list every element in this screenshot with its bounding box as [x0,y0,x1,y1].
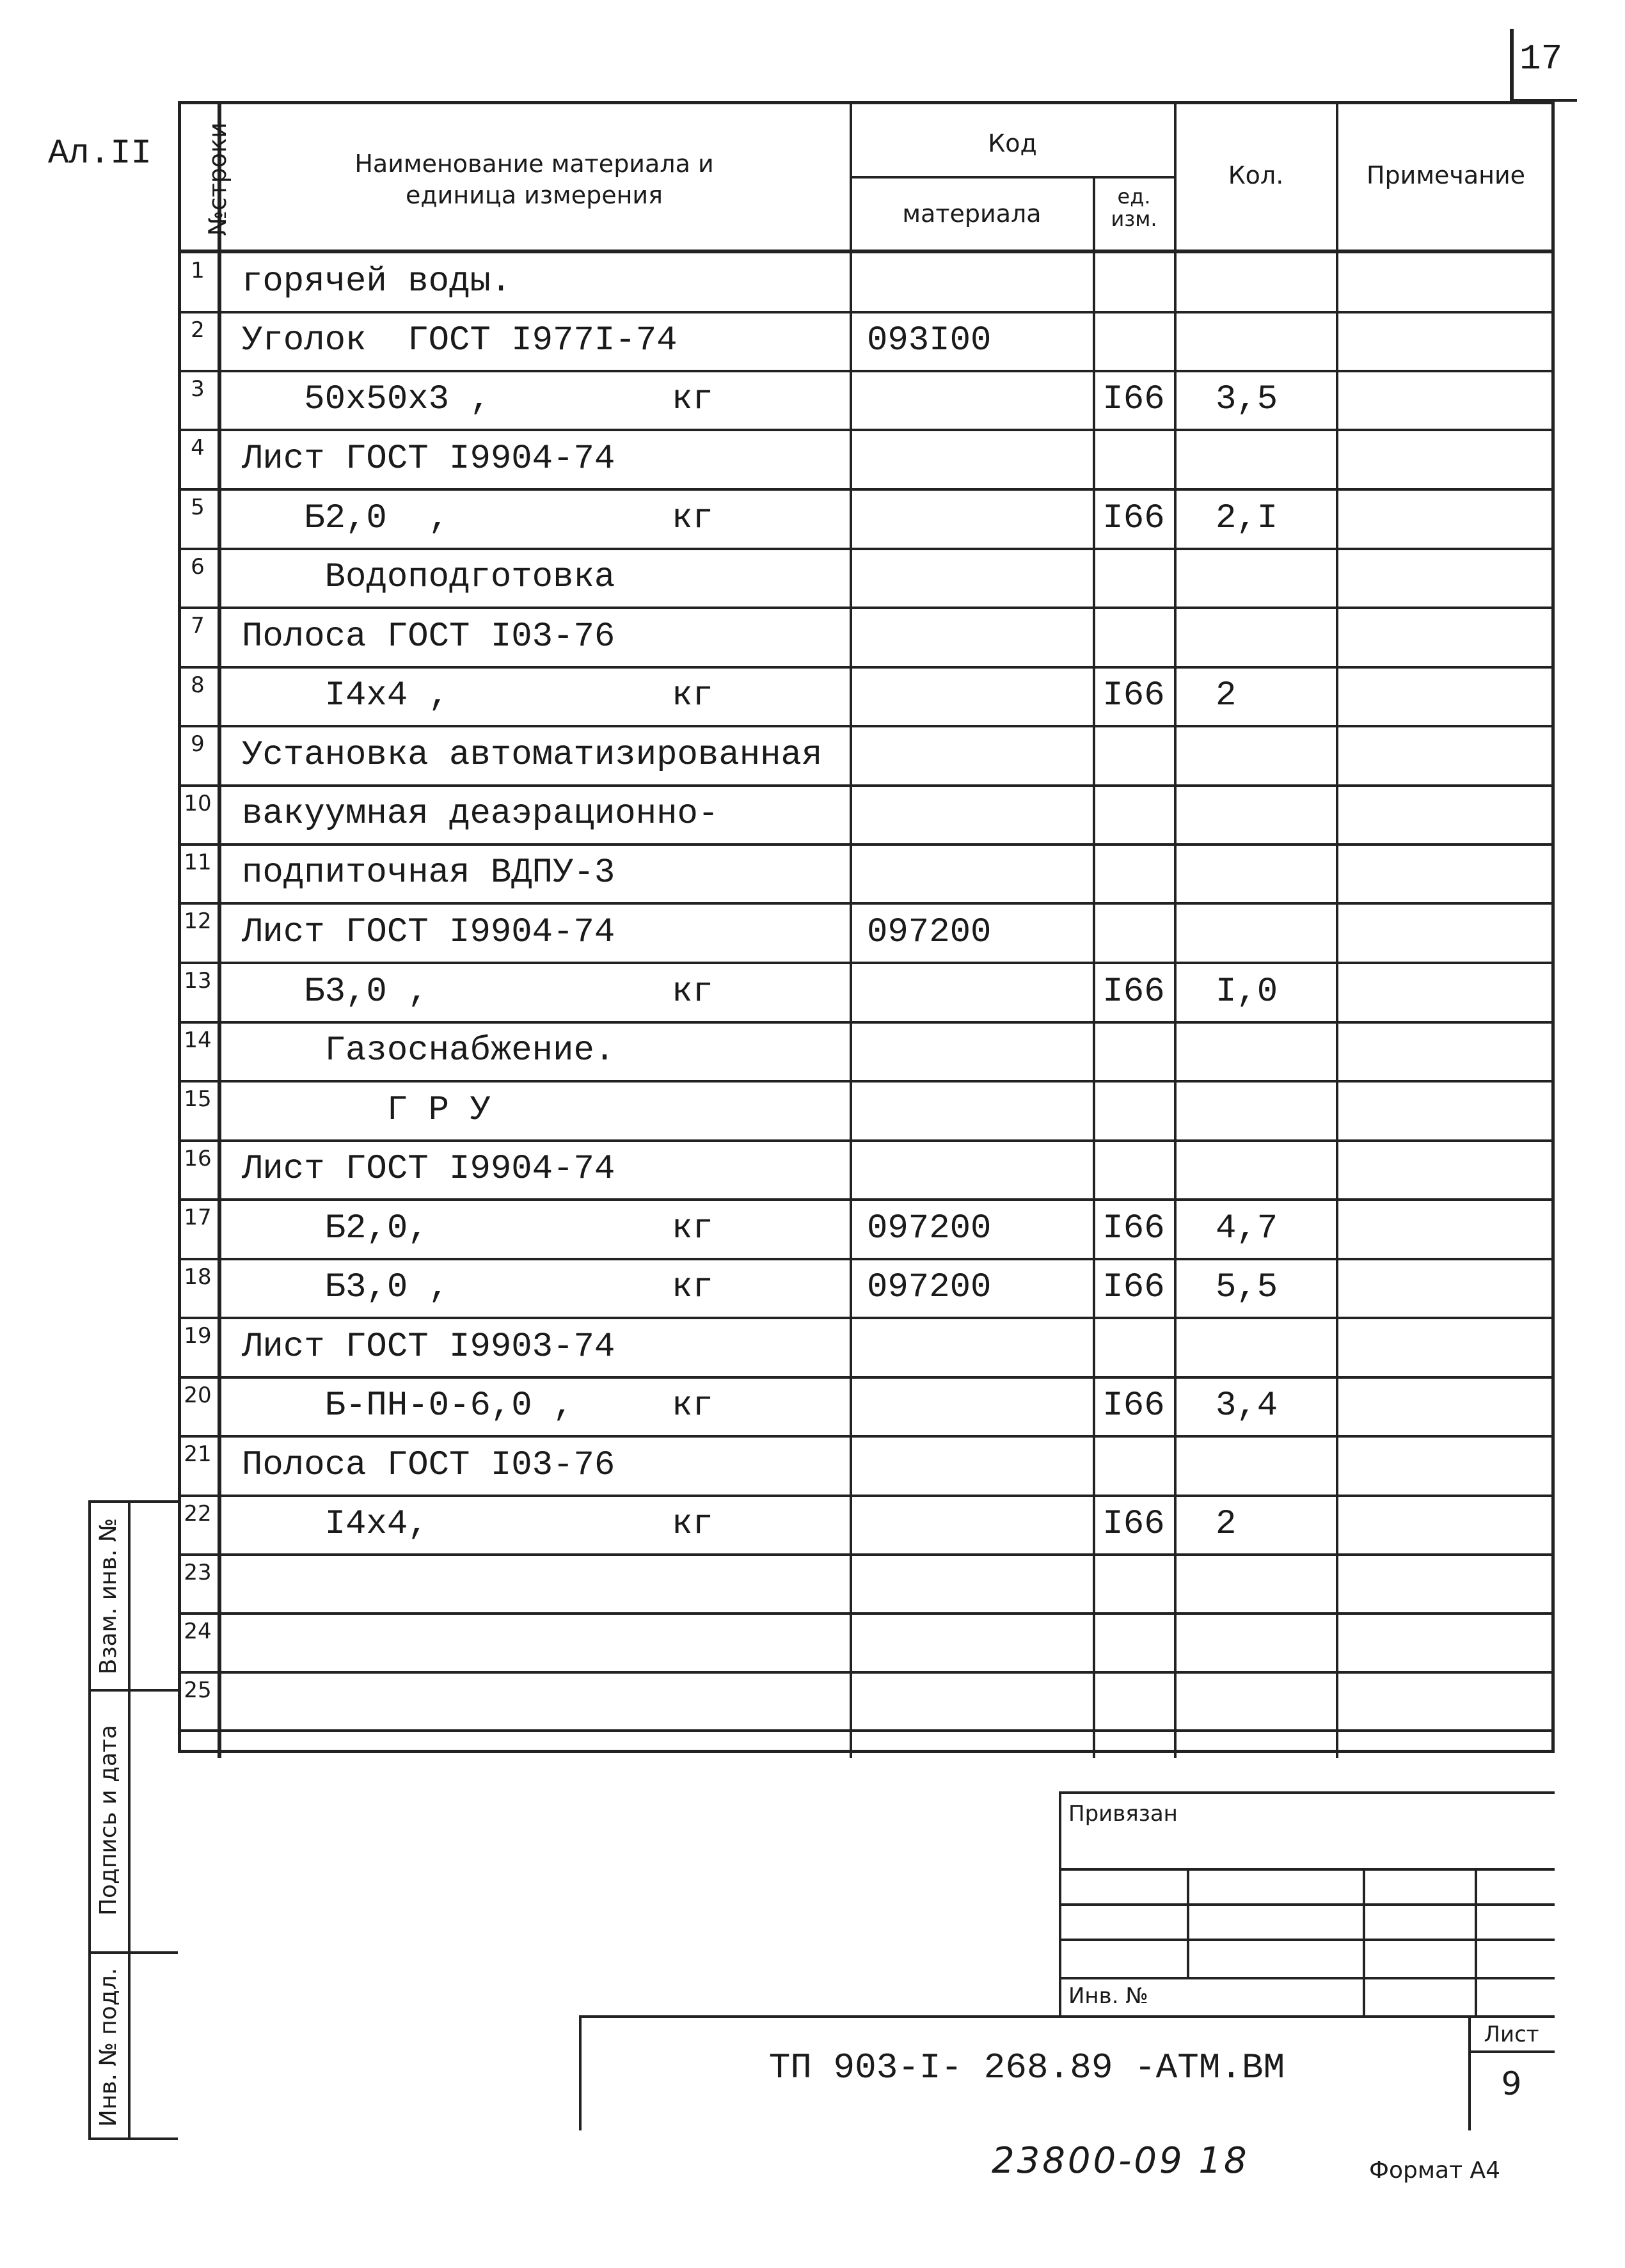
row-divider [178,1198,1555,1201]
row-number: 22 [184,1501,212,1527]
inv-label: Инв. № [1068,1983,1148,2009]
col-line-name [850,101,852,1758]
row-divider [178,843,1555,846]
row-number: 18 [184,1264,212,1290]
row-number: 4 [191,435,205,461]
row-number: 24 [184,1619,212,1644]
cell-name: вакуумная деаэрационно- [242,795,719,834]
cell-name: Полоса ГОСТ I03-76 [242,1446,615,1485]
row-number: 5 [191,495,205,520]
row-number: 9 [191,731,205,757]
cell-unit: I66 [1102,1268,1165,1307]
cell-unit-name: кг [672,1386,713,1425]
row-number: 2 [191,317,205,343]
cell-unit-name: кг [672,972,713,1011]
cell-name: I4x4 , [242,676,450,715]
stamp-replace-inv: Взам. инв. № [95,1518,122,1675]
row-number: 7 [191,613,205,638]
cell-name: Уголок ГОСТ I977I-74 [242,321,678,360]
row-number: 10 [184,791,212,816]
header-unit: ед. изм. [1111,184,1157,232]
col-line-qty [1336,101,1338,1758]
attached-label: Привязан [1068,1801,1178,1827]
cell-qty: I,0 [1216,972,1278,1011]
sheet-number: 9 [1501,2065,1522,2102]
row-divider [178,1080,1555,1082]
attached-line-3 [1059,1939,1555,1941]
row-divider [178,370,1555,372]
cell-qty: 2,I [1216,499,1278,538]
format-label: Формат А4 [1369,2157,1501,2184]
cell-name: Газоснабжение. [242,1031,615,1070]
row-number: 19 [184,1323,212,1349]
cell-name: горячей воды. [242,262,512,301]
row-divider [178,1139,1555,1142]
cell-code: 097200 [867,1268,992,1307]
attached-col-2 [1363,1868,1365,2015]
cell-unit: I66 [1102,676,1165,715]
cell-qty: 4,7 [1216,1209,1278,1248]
code-split-line [851,176,1174,178]
header-code: Код [988,129,1037,157]
cell-name: 50x50x3 , [242,380,491,419]
row-divider [178,1317,1555,1319]
row-number: 3 [191,376,205,402]
cell-unit-name: кг [672,676,713,715]
cell-unit: I66 [1102,499,1165,538]
cell-unit: I66 [1102,1209,1165,1248]
row-divider [178,1612,1555,1615]
header-material: материала [902,200,1042,228]
row-divider [178,548,1555,550]
row-divider [178,429,1555,431]
row-number: 15 [184,1086,212,1112]
cell-name: Б2,0, [242,1209,429,1248]
cell-name: Б-ПН-0-6,0 , [242,1386,574,1425]
cell-name: Лист ГОСТ I9903-74 [242,1328,615,1367]
row-number: 23 [184,1560,212,1585]
header-note: Примечание [1366,161,1526,189]
cell-unit-name: кг [672,1268,713,1307]
row-number: 20 [184,1383,212,1408]
row-divider [178,666,1555,669]
cell-name: Лист ГОСТ I9904-74 [242,1150,615,1189]
header-quantity: Кол. [1228,161,1284,189]
cell-qty: 3,5 [1216,380,1278,419]
header-row-number: №строки [203,122,232,236]
cell-qty: 2 [1216,676,1237,715]
row-number: 8 [191,672,205,698]
row-divider [178,607,1555,609]
cell-qty: 3,4 [1216,1386,1278,1425]
cell-code: 093I00 [867,321,992,360]
cell-qty: 5,5 [1216,1268,1278,1307]
cell-name: подпиточная ВДПУ-3 [242,853,615,892]
cell-unit-name: кг [672,1209,713,1248]
row-divider [178,311,1555,313]
cell-name: Г Р У [242,1091,491,1130]
cell-qty: 2 [1216,1505,1237,1544]
cell-name: Установка автоматизированная [242,736,823,775]
attached-line-2 [1059,1903,1555,1906]
cell-code: 097200 [867,913,992,952]
row-divider [178,1495,1555,1497]
row-divider [178,1021,1555,1024]
cell-unit: I66 [1102,380,1165,419]
corner-divider [1510,29,1514,102]
header-name: Наименование материала и единица измерения [354,150,714,210]
cell-unit: I66 [1102,1386,1165,1425]
attached-line-1 [1059,1868,1555,1871]
album-label: Ал.II [48,134,152,173]
attached-line-4 [1059,1977,1555,1979]
row-divider [178,1376,1555,1379]
row-divider [178,784,1555,787]
cell-name: Лист ГОСТ I9904-74 [242,913,615,952]
cell-name: I4x4, [242,1505,429,1544]
attached-col-3 [1475,1868,1477,2015]
stamp-signature-date: Подпись и дата [95,1724,122,1916]
cell-code: 097200 [867,1209,992,1248]
row-divider [178,962,1555,964]
cell-unit-name: кг [672,380,713,419]
row-number: 11 [184,850,212,875]
stamp-inv-original: Инв. № подл. [95,1967,122,2127]
row-number: 13 [184,968,212,994]
handwritten-number: 23800-09 18 [992,2140,1249,2182]
row-divider [178,725,1555,727]
row-number: 25 [184,1677,212,1703]
row-number: 16 [184,1146,212,1171]
cell-name: Полоса ГОСТ I03-76 [242,617,615,656]
row-divider [178,902,1555,905]
col-line-unit [1174,101,1177,1758]
cell-unit-name: кг [672,499,713,538]
sheet-label-line [1468,2050,1555,2053]
cell-name: Б3,0 , [242,972,429,1011]
cell-name: Б3,0 , [242,1268,450,1307]
row-divider [178,1258,1555,1260]
cell-unit: I66 [1102,972,1165,1011]
row-number: 1 [191,258,205,283]
row-number: 6 [191,554,205,580]
row-divider [178,1729,1555,1732]
row-number: 17 [184,1205,212,1230]
row-divider [178,488,1555,491]
attached-col-1 [1187,1868,1189,1977]
row-number: 21 [184,1441,212,1467]
sheet-corner-number: 17 [1519,38,1563,79]
cell-name: Лист ГОСТ I9904-74 [242,440,615,479]
row-divider [178,1435,1555,1438]
side-stamp-divider [128,1500,131,2140]
row-number: 14 [184,1027,212,1053]
cell-name: Водоподготовка [242,558,615,597]
row-divider [178,1671,1555,1674]
sheet-label: Лист [1484,2022,1539,2047]
cell-unit: I66 [1102,1505,1165,1544]
col-line-rownum [218,101,221,1758]
row-number: 12 [184,908,212,934]
cell-name: Б2,0 , [242,499,450,538]
cell-unit-name: кг [672,1505,713,1544]
row-divider [178,1553,1555,1556]
header-bottom-line [178,250,1555,253]
document-code: ТП 903-I- 268.89 -АТМ.ВМ [768,2047,1285,2088]
